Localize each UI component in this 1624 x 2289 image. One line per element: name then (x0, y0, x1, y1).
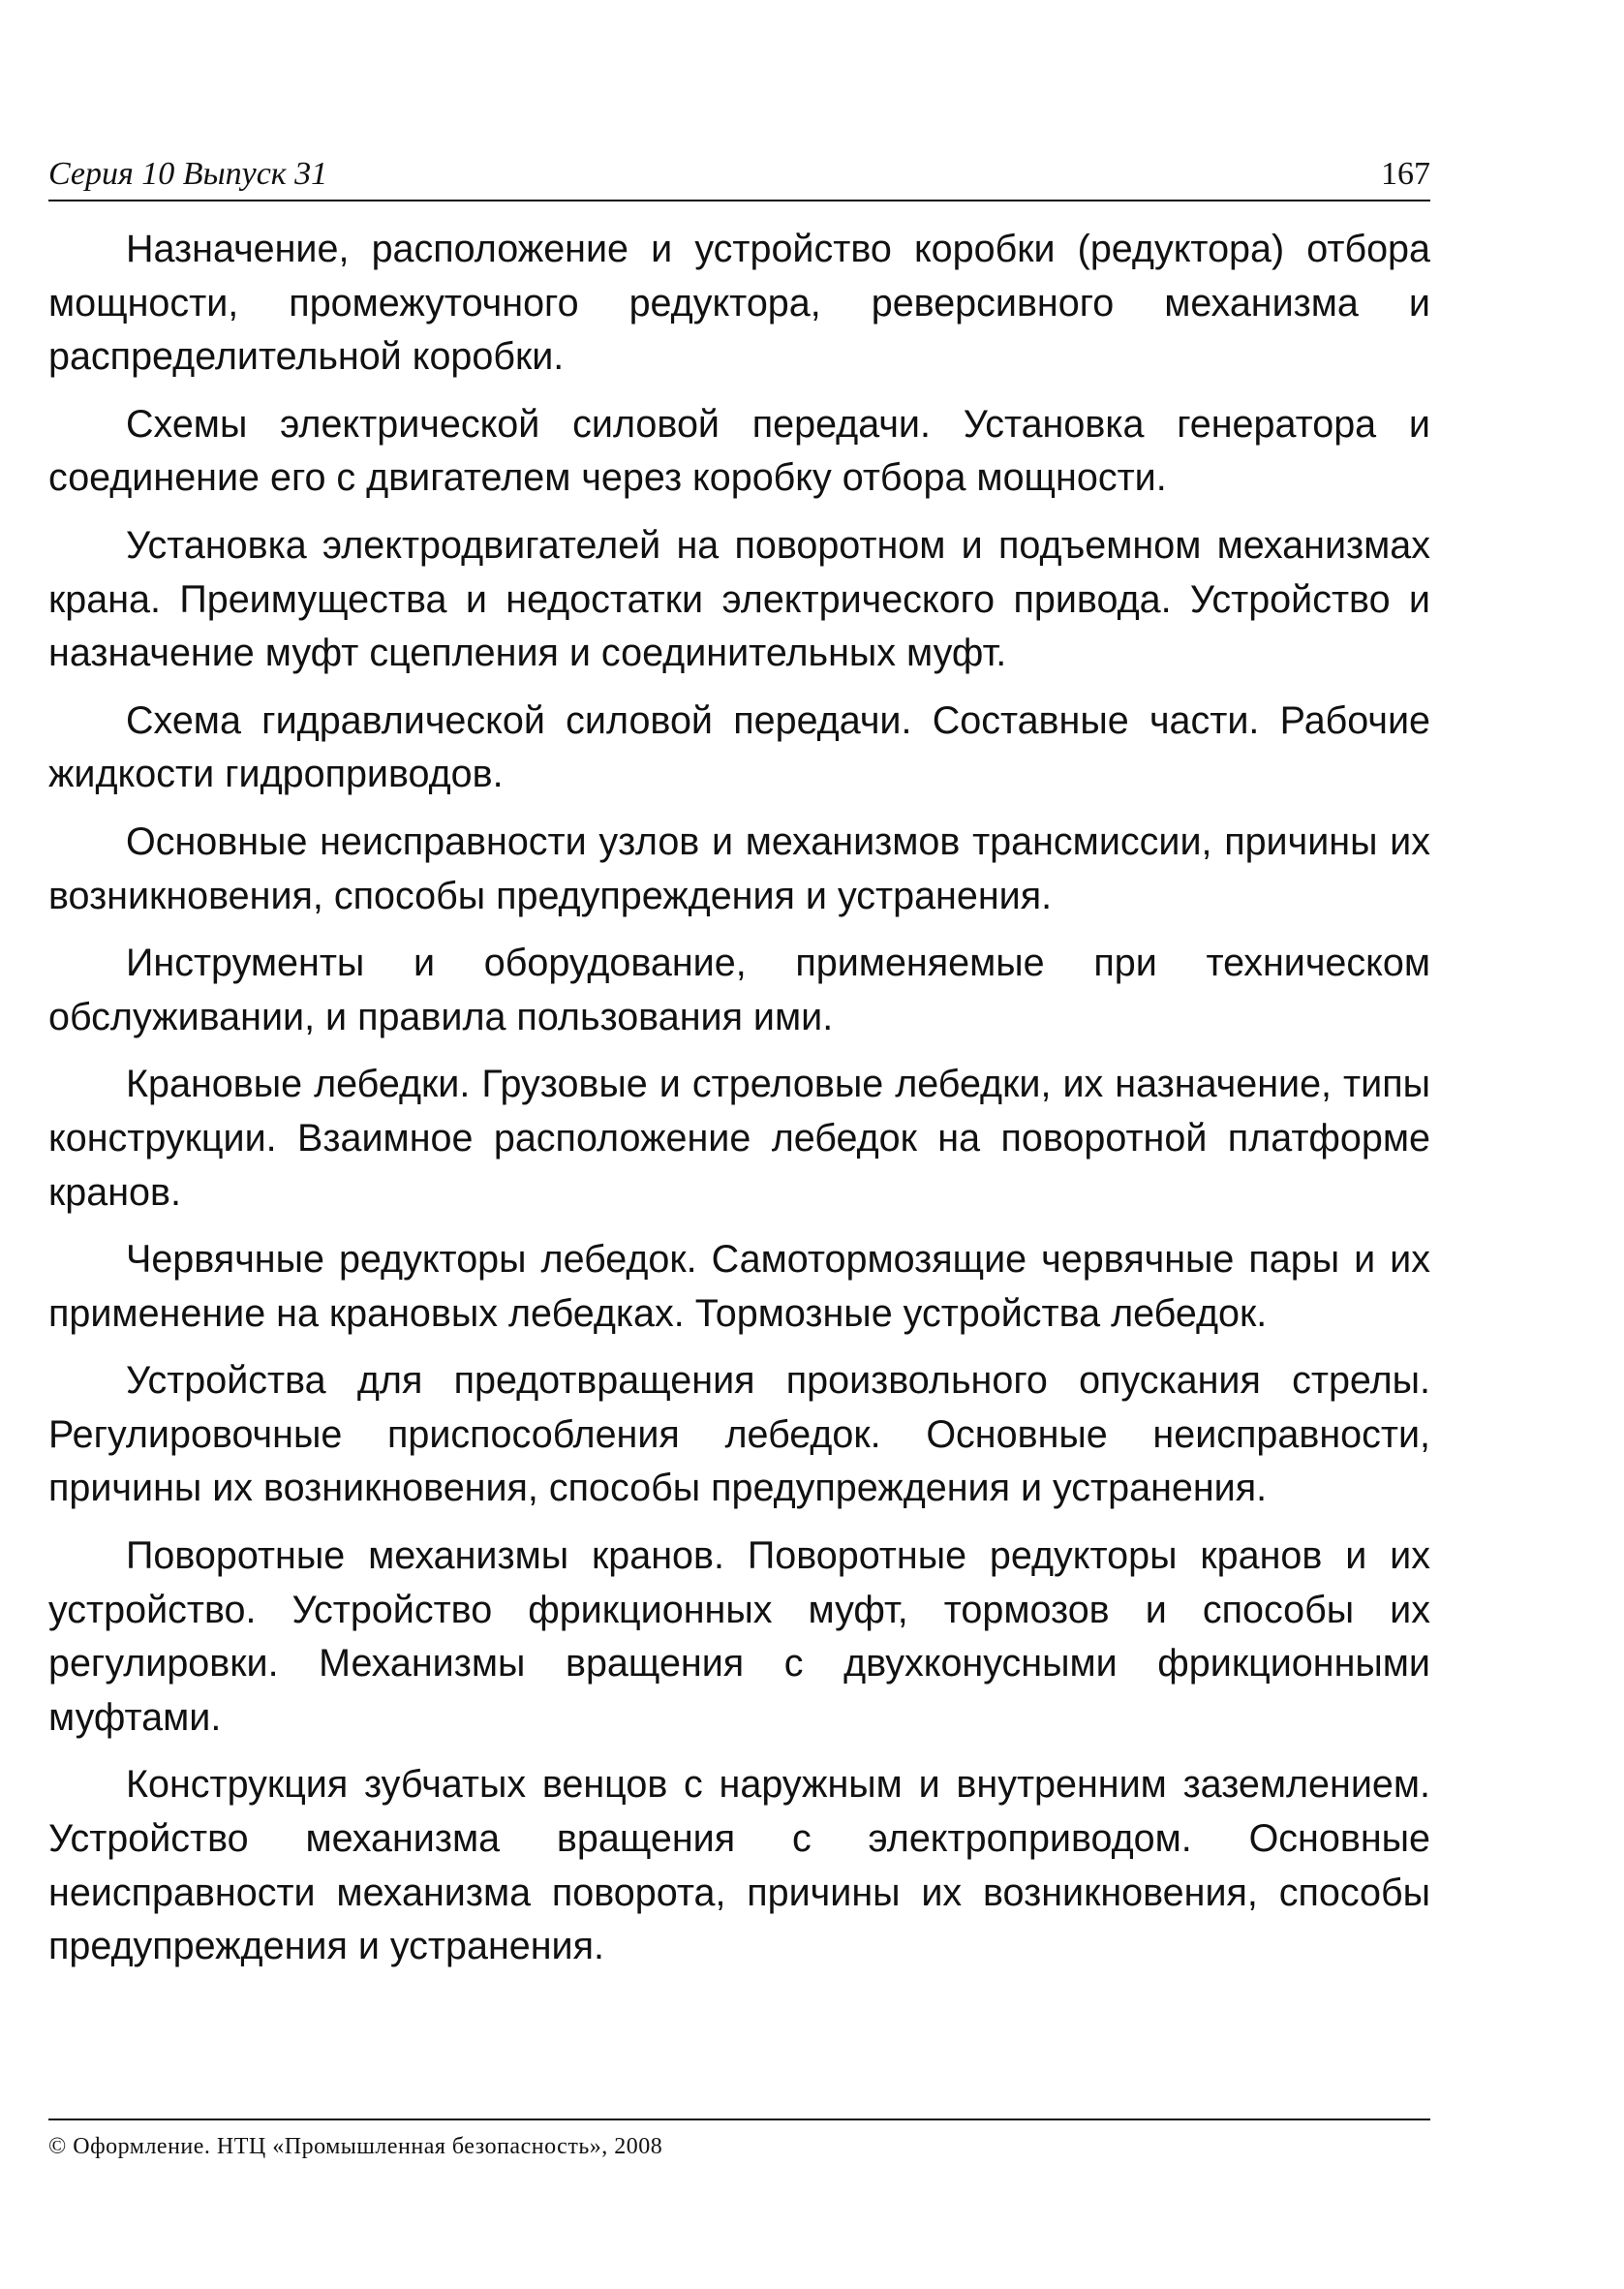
paragraph: Конструкция зубчатых венцов с наружным и внутренним заземлением. Устройство механизма вращения с электроприводом. Основные неисправности механизма поворота, причины их возникновения, способы предупреждения и устранения. (48, 1763, 1430, 1968)
copyright-notice: © Оформление. НТЦ «Промышленная безопасность», 2008 (48, 2134, 663, 2159)
paragraph: Установка электродвигателей на поворотном и подъемном механизмах крана. Преимущества и недостатки электрического привода. Устройство и назначение муфт сцепления и соединительных муфт. (48, 523, 1430, 675)
paragraph: Основные неисправности узлов и механизмов трансмиссии, причины их возникновения, способы предупреждения и устранения. (48, 820, 1430, 917)
paragraph: Крановые лебедки. Грузовые и стреловые лебедки, их назначение, типы конструкции. Взаимное расположение лебедок на поворотной платформе кранов. (48, 1063, 1430, 1214)
paragraph: Червячные редукторы лебедок. Самотормозящие червячные пары и их применение на крановых лебедках. Тормозные устройства лебедок. (48, 1238, 1430, 1335)
paragraph: Схемы электрической силовой передачи. Установка генератора и соединение его с двигателем через коробку отбора мощности. (48, 402, 1430, 500)
paragraph: Инструменты и оборудование, применяемые при техническом обслуживании, и правила пользования ими. (48, 942, 1430, 1038)
series-title: Серия 10 Выпуск 31 (48, 156, 328, 192)
paragraph: Назначение, расположение и устройство коробки (редуктора) отбора мощности, промежуточного редуктора, реверсивного механизма и распределительной коробки. (48, 228, 1430, 379)
page-header (48, 145, 1430, 201)
paragraph: Схема гидравлической силовой передачи. Составные части. Рабочие жидкости гидроприводов. (48, 698, 1430, 796)
paragraph: Поворотные механизмы кранов. Поворотные редукторы кранов и их устройство. Устройство фрикционных муфт, тормозов и способы их регулировки. Механизмы вращения с двухконусными фрикционными муфтами. (48, 1534, 1430, 1739)
page-number: 167 (1381, 156, 1430, 192)
body-text (48, 223, 1430, 1988)
page-footer (48, 2119, 1430, 2161)
paragraph: Устройства для предотвращения произвольного опускания стрелы. Регулировочные приспособления лебедок. Основные неисправности, причины их возникновения, способы предупреждения и устранения. (48, 1359, 1430, 1510)
